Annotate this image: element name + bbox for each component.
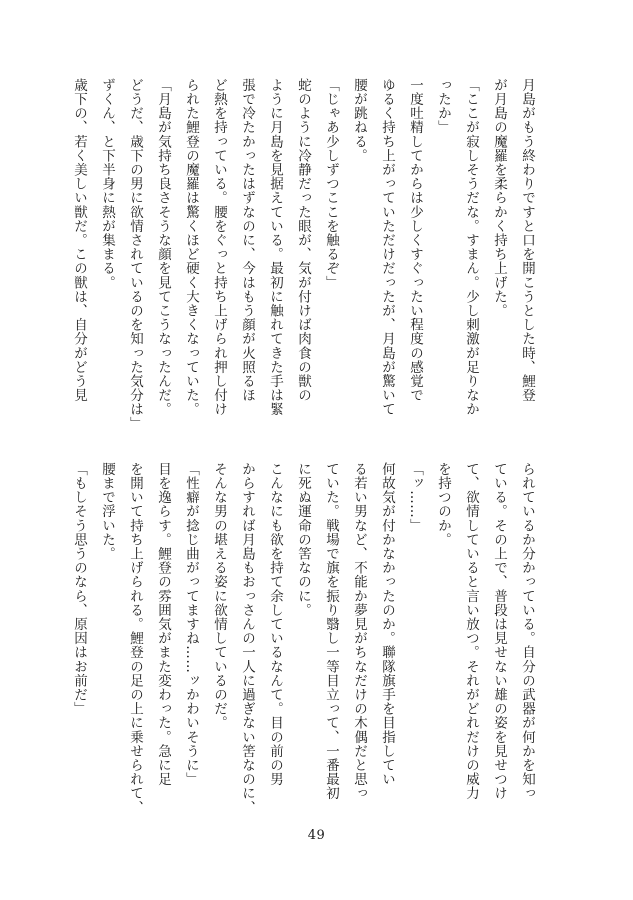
text-line: 腰が跳ねる。 [351,78,367,163]
text-line: そんな男の堪える姿に欲情しているのだ。 [211,462,227,730]
text-line: る若い男など、不能か夢見がちなだけの木偶だと思っ [351,462,367,801]
text-line: られているか分かっている。自分の武器が何かを知っ [519,462,535,801]
text-line: 目を逸らす。鯉登の雰囲気がまた変わった。急に足 [155,462,171,787]
text-line: ったか」 [435,78,451,135]
text-line: 「月島が気持ち良さそうな顔を見てこうなったんだ。 [155,78,171,417]
text-line: 何故気が付かなかったのか。聯隊旗手を目指してい [379,462,395,787]
lower-text-block [65,462,541,822]
text-line: ど熱を持っている。腰をぐっと持ち上げられ押し付け [211,78,227,417]
text-line: ように月島を見据えている。最初に触れてきた手は緊 [267,78,283,417]
text-line: 張で冷たかったはずなのに、今はもう顔が火照るほ [239,78,255,403]
text-line: 一度吐精してからは少しくすぐったい程度の感覚で [407,78,423,403]
text-line: 「ここが寂しそうだな。すまん。少し刺激が足りなか [463,78,479,417]
text-line: て、欲情していると言い放つ。それがどれだけの威力 [463,462,479,801]
text-line: られた鯉登の魔羅は驚くほど硬く大きくなっていた。 [183,78,199,417]
text-line: 「ッ……」 [407,462,423,533]
text-line: 「じゃあ少しずつここを触るぞ」 [323,78,339,290]
page-number: 49 [307,828,326,843]
text-line: どうだ、歳下の男に欲情されているのを知った気分は」 [127,78,143,431]
text-line: に死ぬ運命の筈なのに。 [295,462,311,618]
text-line: 蛇のように冷静だった眼が、気が付けば肉食の獣の [295,78,311,403]
text-line: が月島の魔羅を柔らかく持ち上げた。 [491,78,507,318]
text-line: を開いて持ち上げられる。鯉登の足の上に乗せられて、 [127,462,143,815]
text-line: 歳下の、若く美しい獣だ。この獣は、自分がどう見 [71,78,87,403]
text-line: 月島がもう終わりですと口を開こうとした時、鯉登 [519,78,535,403]
upper-text-block [65,78,541,438]
text-line: ずくん、と下半身に熱が集まる。 [99,78,115,290]
text-line: ていた。戦場で旗を振り翳し一等目立って、一番最初 [323,462,339,801]
text-line: こんなにも欲を持て余しているなんて。目の前の男 [267,462,283,787]
text-line: を持つのか。 [435,462,451,547]
text-line: 腰まで浮いた。 [99,462,115,561]
text-line: ゆるく持ち上がっていただけだったが、月島が驚いて [379,78,395,417]
text-line: からすれば月島もおっさんの一人に過ぎない筈なのに、 [239,462,255,815]
text-line: 「性癖が捻じ曲がってますね……ッかわいそうに」 [183,462,199,787]
text-line: ている。その上で、普段は見せない雄の姿を見せつけ [491,462,507,801]
text-line: 「もしそう思うのなら、原因はお前だ」 [71,462,87,716]
